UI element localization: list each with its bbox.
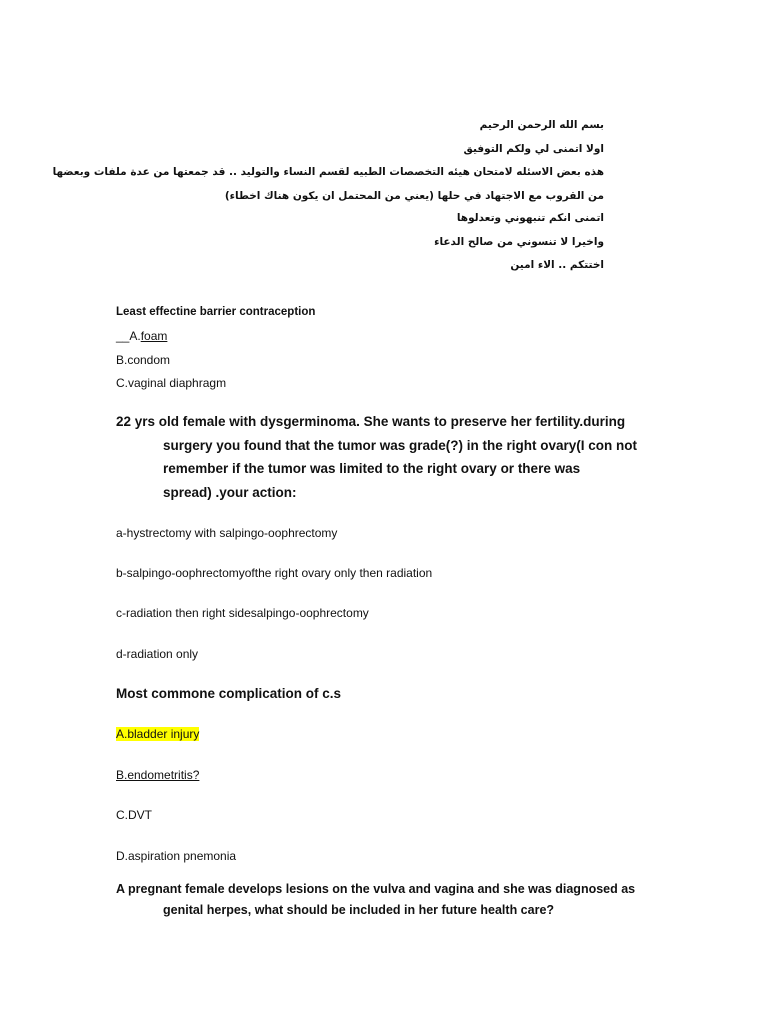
- q2-option-b: b-salpingo-oophrectomyofthe right ovary only then radiation: [116, 566, 433, 580]
- q2-stem-line-4: spread) .your action:: [163, 485, 297, 500]
- q1-option-a: [116, 329, 167, 343]
- q2-option-c: c-radiation then right sidesalpingo-oophrectomy: [116, 606, 369, 620]
- intro-line-7: اختتكم .. الاء امين: [510, 259, 604, 271]
- intro-line-6: واخيرا لا تنسوني من صالح الدعاء: [434, 236, 604, 248]
- q3-option-b: B.endometritis?: [116, 768, 200, 782]
- intro-line-5: اتمنى انكم تنبهوني وتعدلوها: [456, 212, 604, 224]
- q2-option-d: d-radiation only: [116, 647, 199, 661]
- intro-line-1: بسم الله الرحمن الرحيم: [479, 119, 604, 131]
- intro-line-3: هذه بعض الاسئله لامتحان هيئه التخصصات الطبيه لقسم النساء والتوليد .. قد جمعتها من عدة ملفات وبعضها: [52, 166, 604, 178]
- q2-stem-line-2: surgery you found that the tumor was grade(?) in the right ovary(I con not: [163, 438, 638, 453]
- intro-line-2: اولا اتمنى لي ولكم التوفيق: [463, 143, 604, 155]
- q2-stem-line-3: remember if the tumor was limited to the right ovary or there was: [163, 461, 581, 476]
- q3-option-c: C.DVT: [116, 808, 152, 822]
- q2-option-a: a-hystrectomy with salpingo-oophrectomy: [116, 526, 338, 540]
- q4-stem-line-2: genital herpes, what should be included in her future health care?: [163, 903, 555, 917]
- q1-stem: Least effectine barrier contraception: [116, 306, 316, 318]
- q1-option-a-prefix: __A.: [116, 329, 141, 343]
- q1-option-a-text: foam: [140, 329, 168, 343]
- q3-option-a: [116, 727, 199, 741]
- q4-stem-line-1: A pregnant female develops lesions on the vulva and vagina and she was diagnosed as: [116, 882, 636, 896]
- q1-option-c: C.vaginal diaphragm: [116, 376, 227, 390]
- q3-stem: Most commone complication of c.s: [116, 686, 342, 701]
- q3-option-d: D.aspiration pnemonia: [116, 849, 237, 863]
- q3-option-a-highlighted-answer: A.bladder injury: [116, 727, 200, 741]
- q2-stem-line-1: 22 yrs old female with dysgerminoma. She wants to preserve her fertility.during: [116, 414, 626, 429]
- q1-option-b: B.condom: [116, 353, 171, 367]
- intro-line-4: من القروب مع الاجتهاد في حلها (يعني من المحتمل ان يكون هناك اخطاء): [224, 190, 604, 202]
